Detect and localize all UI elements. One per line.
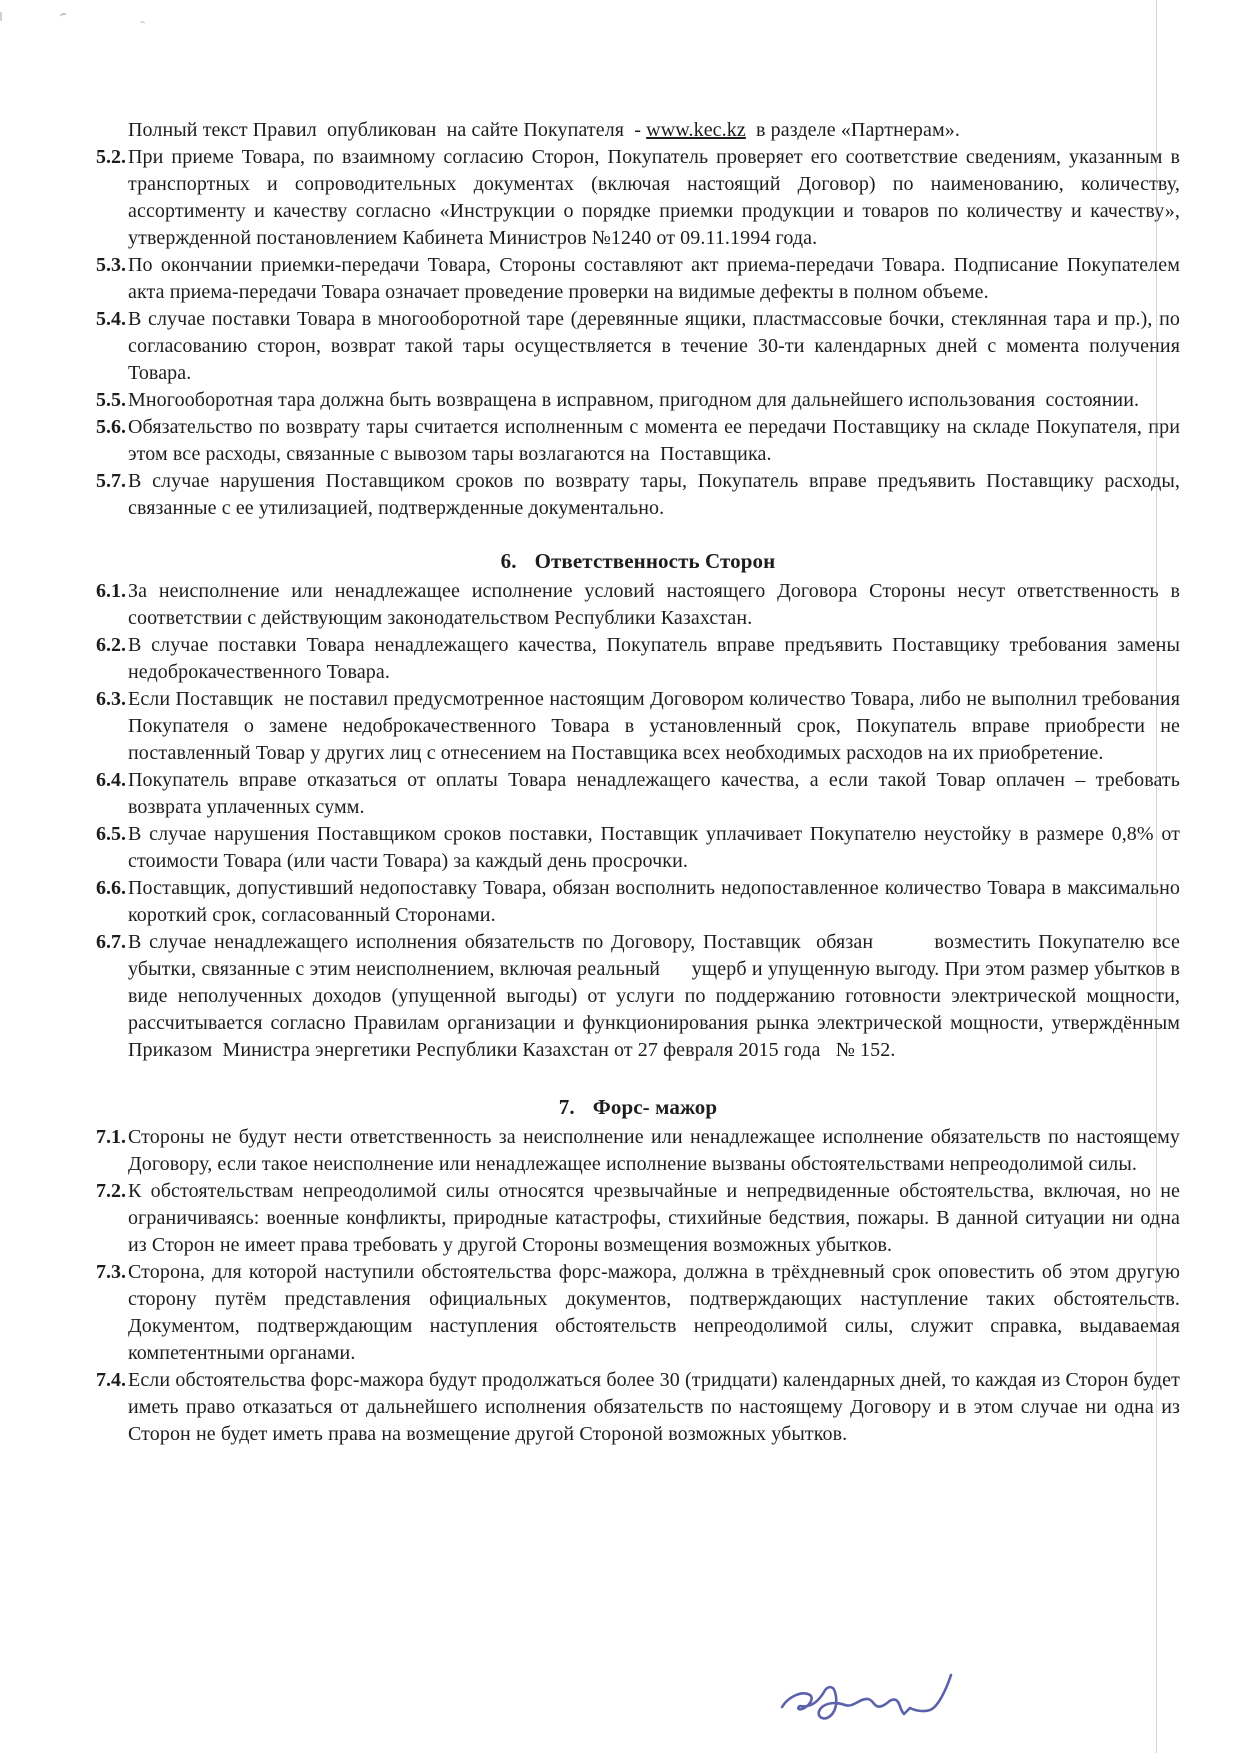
clause-text: Если Поставщик не поставил предусмотренное настоящим Договором количество Товара, либо не выполнил требования Покупателя о замене недоброкачественного Товара в установленный срок, Покупатель вправе приобрести не поставленный Товар у других лиц с отнесением на Поставщика всех необходимых расходов на их приобретение.: [128, 688, 1180, 764]
clause-number: 6.2.: [96, 634, 126, 656]
clause-number: 6.1.: [96, 580, 126, 602]
clause-number: 6.4.: [96, 769, 126, 791]
clause-5-7: [96, 468, 1180, 522]
section-7-heading: [96, 1094, 1180, 1121]
clause-number: 5.6.: [96, 416, 126, 438]
clause-5-4: [96, 306, 1180, 387]
clause-6-5: [96, 821, 1180, 875]
intro-text-before: Полный текст Правил опубликован на сайте Покупателя -: [128, 119, 647, 141]
clause-number: 6.6.: [96, 877, 126, 899]
clause-6-2: [96, 632, 1180, 686]
clause-6-6: [96, 875, 1180, 929]
clause-7-2: [96, 1178, 1180, 1259]
section-number: 6.: [500, 549, 517, 573]
clause-text: Если обстоятельства форс-мажора будут продолжаться более 30 (тридцати) календарных дней, то каждая из Сторон будет иметь право отказаться от дальнейшего исполнения обязательств по настоящему Договору и в этом случае ни одна из Сторон не будет иметь права на возмещение другой Стороной возможных убытков.: [128, 1369, 1180, 1445]
scan-speck: [140, 21, 146, 27]
signature-ink: [770, 1662, 960, 1747]
clause-text: Покупатель вправе отказаться от оплаты Товара ненадлежащего качества, а если такой Товар оплачен – требовать возврата уплаченных сумм.: [128, 769, 1180, 818]
clause-5-5: [96, 387, 1180, 414]
clause-text: При приеме Товара, по взаимному согласию Сторон, Покупатель проверяет его соответствие сведениям, указанным в транспортных и сопроводительных документах (включая настоящий Договор) по наименованию, количеству, ассортименту и качеству согласно «Инструкции о порядке приемки продукции и товаров по количеству и качеству», утвержденной постановлением Кабинета Министров №1240 от 09.11.1994 года.: [128, 146, 1180, 249]
clause-number: 7.3.: [96, 1261, 126, 1283]
intro-paragraph: [96, 117, 1180, 144]
clause-7-3: [96, 1259, 1180, 1367]
signature-ink-path: [782, 1675, 951, 1718]
clause-5-3: [96, 252, 1180, 306]
scan-speck: [59, 12, 67, 19]
clause-6-1: [96, 578, 1180, 632]
clause-7-4: [96, 1367, 1180, 1448]
section-6-heading: [96, 548, 1180, 575]
clause-7-1: [96, 1124, 1180, 1178]
clause-6-7: [96, 929, 1180, 1064]
clause-text: По окончании приемки-передачи Товара, Стороны составляют акт приема-передачи Товара. Подписание Покупателем акта приема-передачи Товара означает проведение проверки на видимые дефекты в полном объеме.: [128, 254, 1180, 303]
scan-speck: [0, 12, 2, 21]
clause-text: Поставщик, допустивший недопоставку Товара, обязан восполнить недопоставленное количество Товара в максимально короткий срок, согласованный Сторонами.: [128, 877, 1180, 926]
clause-text: В случае поставки Товара ненадлежащего качества, Покупатель вправе предъявить Поставщику требования замены недоброкачественного Товара.: [128, 634, 1180, 683]
clause-5-6: [96, 414, 1180, 468]
clause-text: За неисполнение или ненадлежащее исполнение условий настоящего Договора Стороны несут ответственность в соответствии с действующим законодательством Республики Казахстан.: [128, 580, 1180, 629]
clause-text: В случае нарушения Поставщиком сроков по возврату тары, Покупатель вправе предъявить Поставщику расходы, связанные с ее утилизацией, подтвержденные документально.: [128, 470, 1180, 519]
clause-number: 5.2.: [96, 146, 126, 168]
clause-text: В случае ненадлежащего исполнения обязательств по Договору, Поставщик обязан возместить Покупателю все убытки, связанные с этим неисполнением, включая реальный ущерб и упущенную выгоду. При этом размер убытков в виде неполученных доходов (упущенной выгоды) от услуги по поддержанию готовности электрической мощности, рассчитывается согласно Правилам организации и функционирования рынка электрической мощности, утверждённым Приказом Министра энергетики Республики Казахстан от 27 февраля 2015 года № 152.: [128, 931, 1180, 1061]
clause-number: 7.4.: [96, 1369, 126, 1391]
clause-6-3: [96, 686, 1180, 767]
clause-text: В случае нарушения Поставщиком сроков поставки, Поставщик уплачивает Покупателю неустойку в размере 0,8% от стоимости Товара (или части Товара) за каждый день просрочки.: [128, 823, 1180, 872]
clause-number: 7.2.: [96, 1180, 126, 1202]
clause-number: 7.1.: [96, 1126, 126, 1148]
section-title: Форс- мажор: [592, 1095, 718, 1119]
section-title: Ответственность Сторон: [534, 549, 776, 573]
clause-6-4: [96, 767, 1180, 821]
clause-number: 5.5.: [96, 389, 126, 411]
clause-text: Сторона, для которой наступили обстоятельства форс-мажора, должна в трёхдневный срок оповестить об этом другую сторону путём представления официальных документов, подтверждающих наступление таких обстоятельств. Документом, подтверждающим наступления обстоятельств непреодолимой силы, служит справка, выдаваемая компетентными органами.: [128, 1261, 1180, 1364]
clause-text: В случае поставки Товара в многооборотной таре (деревянные ящики, пластмассовые бочки, стеклянная тара и пр.), по согласованию сторон, возврат такой тары осуществляется в течение 30-ти календарных дней с момента получения Товара.: [128, 308, 1180, 384]
clause-number: 5.7.: [96, 470, 126, 492]
clause-text: Обязательство по возврату тары считается исполненным с момента ее передачи Поставщику на складе Покупателя, при этом все расходы, связанные с вывозом тары возлагаются на Поставщика.: [128, 416, 1180, 465]
clause-number: 6.5.: [96, 823, 126, 845]
clause-number: 5.4.: [96, 308, 126, 330]
website-link[interactable]: www.kec.kz: [646, 119, 746, 141]
clause-text: К обстоятельствам непреодолимой силы относятся чрезвычайные и непредвиденные обстоятельства, включая, но не ограничиваясь: военные конфликты, природные катастрофы, стихийные бедствия, пожары. В данной ситуации ни одна из Сторон не имеет права требовать у другой Стороны возмещения возможных убытков.: [128, 1180, 1180, 1256]
clause-text: Многооборотная тара должна быть возвращена в исправном, пригодном для дальнейшего использования состоянии.: [128, 389, 1140, 411]
contract-text-column: [96, 117, 1180, 1448]
clause-number: 6.3.: [96, 688, 126, 710]
clause-number: 6.7.: [96, 931, 126, 953]
clause-text: Стороны не будут нести ответственность за неисполнение или ненадлежащее исполнение обязательств по настоящему Договору, если такое неисполнение или ненадлежащее исполнение вызваны обстоятельствами непреодолимой силы.: [128, 1126, 1180, 1175]
clause-number: 5.3.: [96, 254, 126, 276]
section-number: 7.: [558, 1095, 575, 1119]
intro-text-after: в разделе «Партнерам».: [745, 119, 960, 141]
clause-5-2: [96, 144, 1180, 252]
